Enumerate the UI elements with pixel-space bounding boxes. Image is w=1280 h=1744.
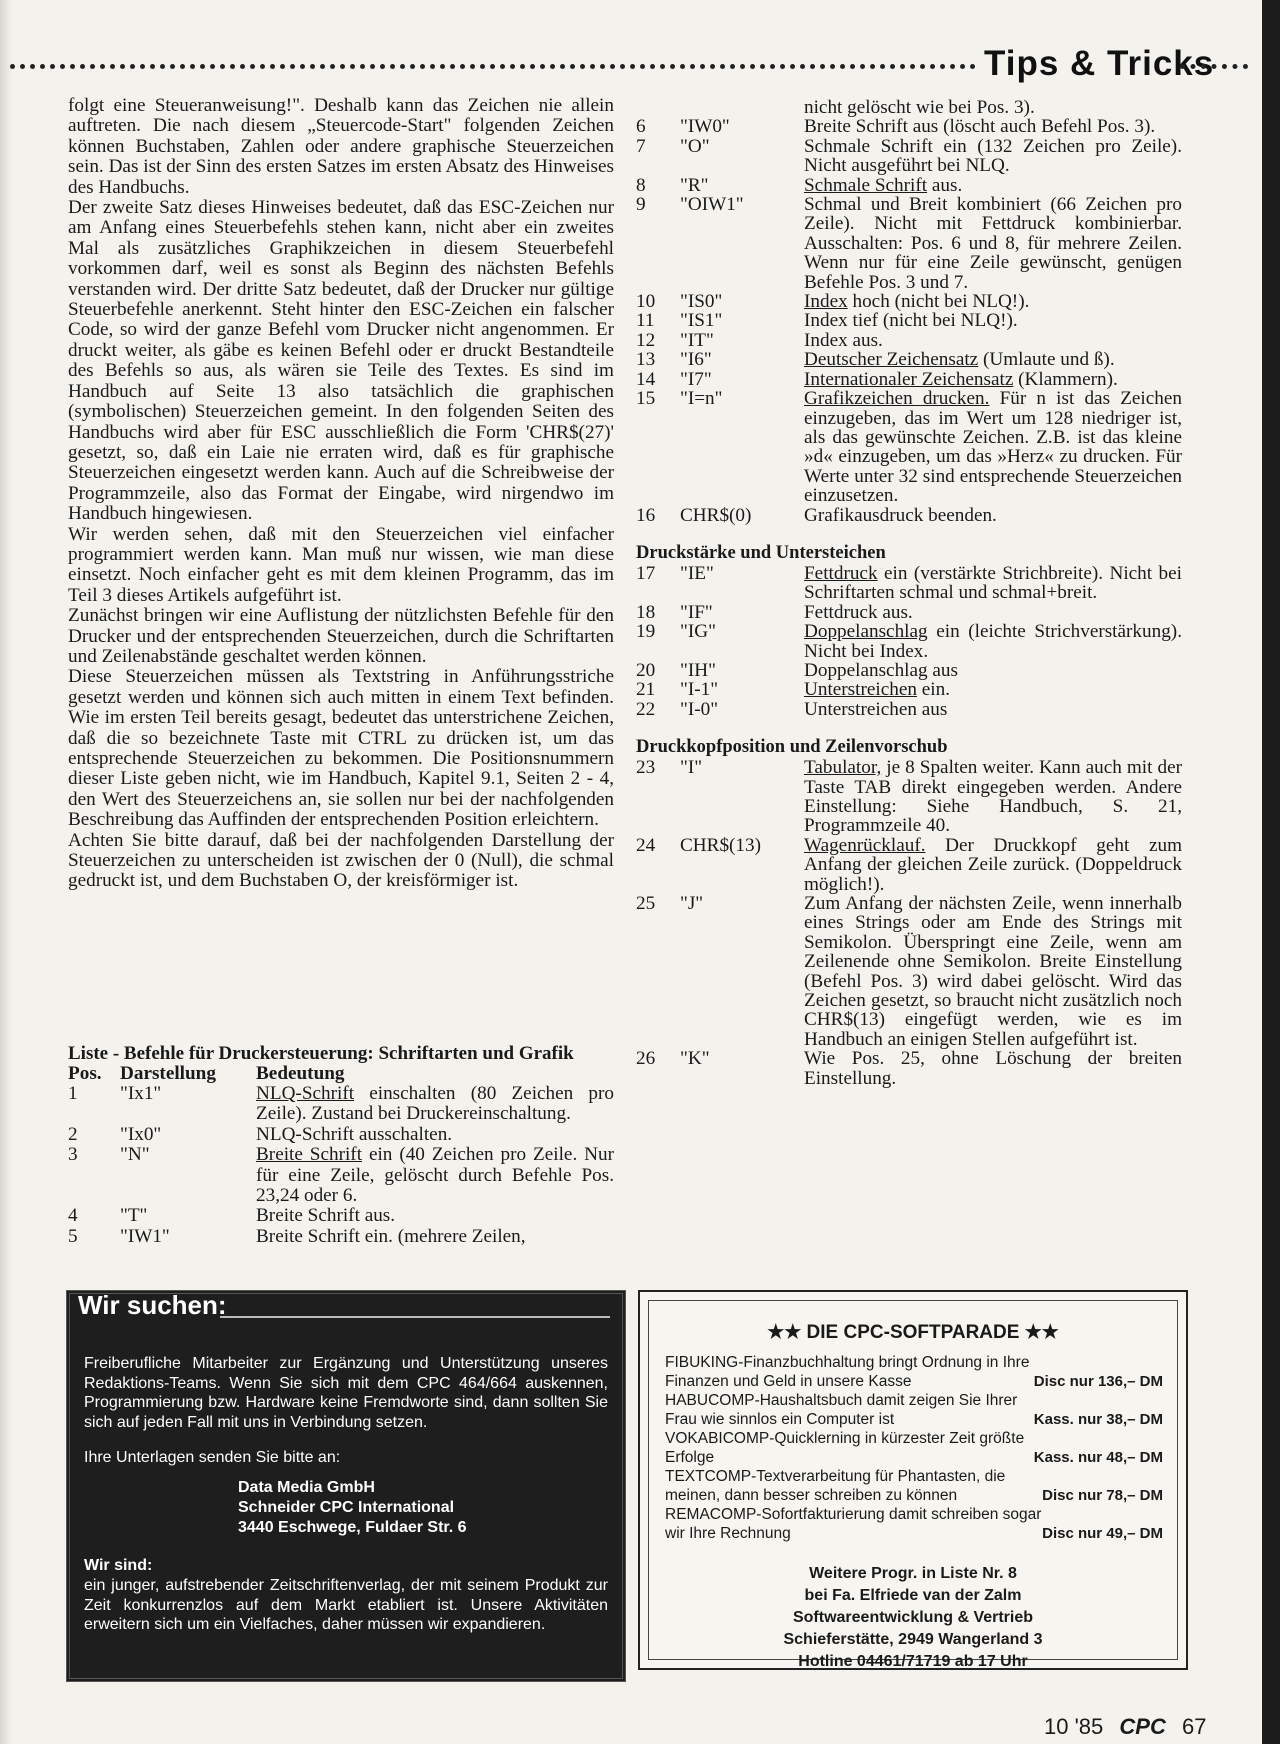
- item-position: 8: [636, 174, 646, 196]
- item-description: [804, 603, 1182, 622]
- item-description: [256, 1145, 614, 1206]
- item-code: "I-0": [680, 698, 719, 720]
- section-title: Tips & Tricks: [984, 44, 1215, 83]
- item-description-underlined: Deutscher Zeichensatz: [804, 349, 979, 371]
- list-title: Liste - Befehle für Druckersteuerung: Schriftarten und Grafik: [68, 1043, 574, 1064]
- address-line: Schneider CPC International: [238, 1499, 455, 1516]
- job-ad-subtitle: Wir sind:: [84, 1557, 153, 1574]
- item-description: [804, 311, 1182, 330]
- softparade-item: [665, 1353, 1163, 1391]
- item-code: "IG": [680, 621, 716, 643]
- item-code: "R": [680, 174, 709, 196]
- list-item: [636, 1049, 1182, 1088]
- list-item: [636, 700, 1182, 719]
- softparade-item-line: Frau wie sinnlos ein Computer ist: [665, 1411, 895, 1428]
- item-description-text: ein (leichte Strichverstärkung). Nicht bei Index.: [804, 621, 1182, 662]
- col-pos-header: Pos.: [68, 1063, 102, 1084]
- item-code: "T": [120, 1205, 148, 1227]
- item-description-text: (Klammern).: [1013, 368, 1118, 390]
- job-ad-address: [238, 1478, 467, 1538]
- footer-line: Hotline 04461/71719 ab 17 Uhr: [798, 1653, 1028, 1670]
- issue-label: 10 '85: [1044, 1714, 1104, 1739]
- item-description-text: aus.: [927, 174, 963, 196]
- right-column: [636, 98, 1182, 1088]
- paragraph: Achten Sie bitte darauf, daß bei der nachfolgenden Darstellung der Steuerzeichen zu unterscheiden ist zwischen der 0 (Null), die schmal gedruckt ist, und dem Buchstaben O, der kreisförmiger ist.: [68, 829, 614, 892]
- list-item: [636, 506, 1182, 525]
- job-ad-text: Ihre Unterlagen senden Sie bitte an:: [84, 1449, 341, 1466]
- softparade-ad-box: [638, 1290, 1188, 1670]
- list-item: [636, 603, 1182, 622]
- command-list-section3: [636, 758, 1182, 1088]
- header-dotted-rule-right: [1180, 64, 1248, 69]
- list-item: [636, 622, 1182, 661]
- softparade-footer: [649, 1563, 1177, 1673]
- list-item: [68, 1145, 614, 1206]
- list-item: [68, 1125, 614, 1145]
- list-item: [636, 661, 1182, 680]
- item-description-text: (Umlaute und ß).: [978, 349, 1115, 371]
- item-code: CHR$(13): [680, 834, 762, 856]
- softparade-title: ★★ DIE CPC-SOFTPARADE ★★: [767, 1322, 1059, 1343]
- softparade-item: [665, 1429, 1163, 1467]
- item-position: 18: [636, 601, 656, 623]
- item-description-text: NLQ-Schrift ausschalten.: [256, 1123, 453, 1145]
- command-list-right: [636, 98, 1182, 525]
- paragraph: Zunächst bringen wir eine Auflistung der nützlichsten Befehle für den Drucker und der entsprechenden Steuerzeichen, durch die Schriftarten und Zeilenabstände geschaltet werden können.: [68, 605, 614, 667]
- list-item: [636, 680, 1182, 699]
- item-code: "I=n": [680, 388, 723, 410]
- item-description: [256, 1227, 614, 1247]
- item-description: [804, 506, 1182, 525]
- item-description: [804, 195, 1182, 292]
- item-code: [680, 98, 804, 117]
- item-description-underlined: Grafikzeichen drucken.: [804, 388, 990, 410]
- item-code: "IH": [680, 659, 716, 681]
- item-position: 9: [636, 194, 646, 216]
- softparade-item: [665, 1391, 1163, 1429]
- list-header-row: [68, 1064, 628, 1084]
- item-description: [804, 661, 1182, 680]
- list-item: [68, 1206, 614, 1226]
- item-position: [636, 98, 680, 117]
- item-description-underlined: Tabulator,: [804, 757, 882, 779]
- item-code: CHR$(0): [680, 504, 752, 526]
- item-description: [804, 331, 1182, 350]
- softparade-item-line: Erfolge: [665, 1449, 715, 1466]
- item-description: [804, 176, 1182, 195]
- item-description: [804, 370, 1182, 389]
- item-code: "IW1": [120, 1225, 170, 1247]
- item-code: "I6": [680, 349, 712, 371]
- section-heading: Druckkopfposition und Zeilenvorschub: [636, 737, 948, 758]
- item-description: [804, 894, 1182, 1049]
- list-item: [636, 389, 1182, 505]
- item-description-text: Für n ist das Zeichen einzugeben, das im Wert um 128 niedriger ist, als das gewünschte Zeichen. Z.B. ist das kleine »d« einzugeben, um das »Herz« zu drucken. Für Werte unter 32 sind entsprechende Steuerzeichen einzusetzen.: [804, 388, 1182, 507]
- item-description-text: nicht gelöscht wie bei Pos. 3).: [804, 97, 1035, 118]
- softparade-price: Disc nur 136,– DM: [1033, 1373, 1163, 1390]
- softparade-price: Disc nur 78,– DM: [1042, 1487, 1163, 1504]
- item-description: [804, 117, 1182, 136]
- item-position: 5: [68, 1225, 78, 1247]
- item-code: "I": [680, 757, 703, 779]
- address-line: Data Media GmbH: [238, 1479, 375, 1496]
- item-description-underlined: Schmale Schrift: [804, 174, 928, 196]
- item-code: "IS0": [680, 291, 723, 313]
- job-ad-title: Wir suchen:: [78, 1290, 227, 1320]
- item-code: "IW0": [680, 116, 730, 138]
- softparade-item-line: TEXTCOMP-Textverarbeitung für Phantasten, die: [665, 1468, 1006, 1485]
- item-description-underlined: Unterstreichen: [804, 679, 917, 701]
- item-position: 26: [636, 1048, 656, 1070]
- item-position: 12: [636, 329, 656, 351]
- softparade-item-line: REMACOMP-Sofortfakturierung damit schreiben sogar: [665, 1506, 1042, 1523]
- list-item: [636, 894, 1182, 1049]
- page-edge: [1262, 0, 1280, 1744]
- list-item: [636, 350, 1182, 369]
- item-description: [804, 292, 1182, 311]
- magazine-logo: CPC: [1119, 1714, 1166, 1739]
- item-position: 22: [636, 698, 656, 720]
- item-description-text: Breite Schrift aus (löscht auch Befehl Pos. 3).: [804, 116, 1156, 138]
- footer-line: Softwareentwicklung & Vertrieb: [792, 1609, 1034, 1626]
- item-description-text: ein (verstärkte Strichbreite). Nicht bei Schriftarten schmal und schmal+breit.: [804, 562, 1182, 604]
- softparade-item-line: wir Ihre Rechnung: [665, 1525, 791, 1542]
- paragraph: Der zweite Satz dieses Hinweises bedeutet, daß das ESC-Zeichen nur am Anfang eines Steuerbefehls stehen kann, nicht aber ein zweites Mal als zusätzliches Graphikzeichen in diesem Steuerbefehl vorkommen darf, weil es sonst als Beginn des nächsten Befehls verstanden wird. Der dritte Satz bedeutet, daß der Drucker nur gültige Steuerbefehle anerkennt. Steht hinter den ESC-Zeichen ein falscher Code, so wird der ganze Befehl vom Drucker nicht angenommen. Er druckt weiter, als gäbe es keinen Befehl oder er druckt Bestandteile des Befehls so aus, als wären sie Teile des Textes. Es sind im Handbuch auf Seite 13 also tatsächlich die graphischen (symbolischen) Steuerzeichen gemeint. In den folgenden Seiten des Handbuchs wird aber für ESC ausschließlich die Form 'CHR$(27)' gesetzt, so, daß ein Laie nie erraten wird, daß es für graphische Steuerzeichen eingesetzt werden kann. Auch auf die Schreibweise der Programmzeile, also das Format der Eingabe, wird nirgendwo im Handbuch hingewiesen.: [68, 197, 614, 525]
- item-position: 7: [636, 135, 646, 157]
- item-description: [804, 758, 1182, 836]
- page-number: 67: [1181, 1714, 1207, 1739]
- address-line: 3440 Eschwege, Fuldaer Str. 6: [238, 1519, 467, 1536]
- item-position: 2: [68, 1123, 78, 1145]
- item-code: "I7": [680, 368, 712, 390]
- item-description: [256, 1206, 614, 1226]
- item-position: 14: [636, 368, 656, 390]
- item-position: 10: [636, 291, 656, 313]
- item-code: "J": [680, 893, 704, 915]
- item-description: [804, 350, 1182, 369]
- command-list-section2: [636, 564, 1182, 719]
- item-description-text: Grafikausdruck beenden.: [804, 504, 997, 526]
- item-position: 13: [636, 349, 656, 371]
- item-position: 25: [636, 893, 656, 915]
- item-description: [804, 389, 1182, 505]
- header-dotted-rule: [10, 64, 976, 69]
- divider: [220, 1316, 610, 1318]
- item-position: 16: [636, 504, 656, 526]
- list-item: [636, 311, 1182, 330]
- item-description-underlined: Wagenrücklauf.: [804, 834, 926, 856]
- item-description: [804, 137, 1182, 176]
- paragraph: Wir werden sehen, daß mit den Steuerzeichen viel einfacher programmiert werden kann. Man muß nur wissen, wie man diese einsetzt. Noch einfacher geht es mit dem kleinen Programm, das im Teil 3 dieses Artikels aufgeführt ist.: [68, 523, 614, 606]
- item-code: "IF": [680, 601, 713, 623]
- command-list-left: [68, 1084, 614, 1247]
- list-item: [636, 292, 1182, 311]
- section-heading: Druckstärke und Untersteichen: [636, 542, 886, 563]
- page-footer: [1044, 1714, 1206, 1740]
- footer-line: Schieferstätte, 2949 Wangerland 3: [783, 1631, 1043, 1648]
- list-item: [68, 1084, 614, 1125]
- softparade-item-line: VOKABICOMP-Quicklerning in kürzester Zeit größte: [665, 1430, 1025, 1447]
- item-description-text: ein.: [916, 679, 950, 701]
- item-description-underlined: Internationaler Zeichensatz: [804, 368, 1014, 390]
- item-position: 4: [68, 1205, 78, 1227]
- item-description-text: Fettdruck aus.: [804, 601, 913, 623]
- item-description-text: Zum Anfang der nächsten Zeile, wenn innerhalb eines Strings oder am Ende des Strings mit Semikolon. Überspringt eine Zeile, wenn am Zeilenende ohne Semikolon. Breite Einstellung (Befehl Pos. 3) wird dabei gelöscht. Wird das Zeichen gesetzt, so braucht nicht zusätzlich noch CHR$(13) eingefügt werden, wie es im Handbuch an einigen Stellen aufgeführt ist.: [804, 893, 1182, 1050]
- item-description-underlined: Doppelanschlag: [804, 621, 928, 643]
- item-description: [804, 700, 1182, 719]
- item-position: 3: [68, 1144, 78, 1166]
- softparade-inner-frame: [648, 1300, 1178, 1670]
- item-description-text: Der Druckkopf geht zum Anfang der gleichen Zeile zurück. (Doppeldruck möglich!).: [804, 834, 1182, 895]
- item-position: 20: [636, 659, 656, 681]
- item-position: 6: [636, 116, 646, 138]
- item-description: [804, 98, 1182, 117]
- paragraph: folgt eine Steueranweisung!". Deshalb kann das Zeichen nie allein auftreten. Die nach diesem „Steuercode-Start" folgenden Zeichen können Buchstaben, Zahlen oder andere graphische Steuerzeichen sein. Das ist der Sinn des ersten Satzes im ersten Absatz des Hinweises des Handbuchs.: [68, 95, 614, 198]
- item-description: [256, 1084, 614, 1125]
- list-item: [636, 564, 1182, 603]
- item-description-text: ein (40 Zeichen pro Zeile. Nur für eine Zeile, gelöscht durch Befehle Pos. 23,24 oder 6.: [256, 1144, 614, 1207]
- item-description-underlined: NLQ-Schrift: [256, 1083, 355, 1104]
- item-code: "K": [680, 1048, 710, 1070]
- item-description: [804, 680, 1182, 699]
- softparade-item-line: meinen, dann besser schreiben zu können: [665, 1487, 958, 1504]
- footer-line: Weitere Progr. in Liste Nr. 8: [809, 1565, 1017, 1582]
- item-description-text: hoch (nicht bei NLQ!).: [847, 291, 1030, 313]
- item-description-text: Index tief (nicht bei NLQ!).: [804, 310, 1018, 332]
- item-description-underlined: Fettdruck: [804, 562, 878, 584]
- item-description: [804, 836, 1182, 894]
- col-code-header: Darstellung: [120, 1063, 216, 1084]
- item-description-underlined: Index: [804, 291, 848, 313]
- item-description: [804, 564, 1182, 603]
- item-position: 21: [636, 679, 656, 701]
- list-item: [636, 758, 1182, 836]
- job-ad-box: [66, 1290, 626, 1682]
- item-description-text: Schmale Schrift ein (132 Zeichen pro Zeile). Nicht ausgeführt bei NLQ.: [804, 135, 1182, 177]
- item-description-text: Schmal und Breit kombiniert (66 Zeichen pro Zeile). Nicht mit Fettdruck kombinierbar. Ausschalten: Pos. 6 und 8, für mehrere Zeilen. Wenn nur für eine Zeile gewünscht, genügen Befehle Pos. 3 und 7.: [804, 194, 1182, 293]
- item-code: "O": [680, 135, 710, 157]
- item-code: "IS1": [680, 310, 723, 332]
- item-code: "IT": [680, 329, 714, 351]
- list-item: [636, 176, 1182, 195]
- list-item: [636, 370, 1182, 389]
- job-ad-text: ein junger, aufstrebender Zeitschriftenverlag, der mit seinem Produkt zur Zeit konkurrenzlos auf dem Markt etabliert ist. Unsere Aktivitäten erweitern sich um ein Vielfaches, daher müssen wir expandieren.: [84, 1577, 608, 1633]
- item-description: [804, 622, 1182, 661]
- item-description-text: Index aus.: [804, 329, 883, 351]
- item-code: "Ix1": [120, 1083, 162, 1104]
- item-position: 17: [636, 562, 656, 584]
- softparade-price: Kass. nur 48,– DM: [1033, 1449, 1163, 1466]
- item-description-text: Wie Pos. 25, ohne Löschung der breiten Einstellung.: [804, 1048, 1182, 1089]
- item-description-text: Doppelanschlag aus: [804, 659, 958, 681]
- item-position: 1: [68, 1083, 78, 1104]
- list-item: [636, 195, 1182, 292]
- item-code: "OIW1": [680, 194, 744, 216]
- item-description-text: Unterstreichen aus: [804, 698, 948, 720]
- paragraph: Diese Steuerzeichen müssen als Textstring in Anführungsstriche gesetzt werden und können sich auch mitten in einem Text befinden. Wie im ersten Teil bereits gesagt, bedeutet das unterstrichene Zeichen, daß die so bezeichnete Taste mit CTRL zu drücken ist, um das entsprechende Steuerzeichen zu bekommen. Die Positionsnummern dieser Liste geben nicht, wie im Handbuch, Kapitel 9.1, Seiten 2 - 4, den Wert des Steuerzeichens an, sie sollen nur bei der nachfolgenden Beschreibung das Auffinden der entsprechenden Position erleichtern.: [68, 666, 614, 831]
- job-ad-text: Freiberufliche Mitarbeiter zur Ergänzung und Unterstützung unseres Redaktions-Teams. Wenn Sie sich mit dem CPC 464/664 auskennen, Programmierung bzw. Hardware keine Fremdworte sind, dann sollten Sie sich auf jeden Fall mit uns in Verbindung setzen.: [84, 1355, 608, 1431]
- softparade-price: Kass. nur 38,– DM: [1033, 1411, 1163, 1428]
- col-desc-header: Bedeutung: [256, 1063, 345, 1084]
- item-position: 23: [636, 757, 656, 779]
- item-description-text: Breite Schrift ein. (mehrere Zeilen,: [256, 1225, 526, 1247]
- list-item: [636, 117, 1182, 136]
- list-item: [636, 331, 1182, 350]
- softparade-item-line: HABUCOMP-Haushaltsbuch damit zeigen Sie Ihrer: [665, 1392, 1018, 1409]
- item-description-text: einschalten (80 Zeichen pro Zeile). Zustand bei Druckereinschaltung.: [256, 1083, 614, 1125]
- item-position: 24: [636, 834, 656, 856]
- item-code: "I-1": [680, 679, 719, 701]
- item-description: [256, 1125, 614, 1145]
- softparade-price: Disc nur 49,– DM: [1042, 1525, 1163, 1542]
- softparade-item: [665, 1467, 1163, 1505]
- item-description-text: je 8 Spalten weiter. Kann auch mit der Taste TAB direkt eingegeben werden. Andere Einstellung: Siehe Handbuch, S. 21, Programmzeile 40.: [804, 757, 1182, 837]
- item-code: "N": [120, 1144, 150, 1166]
- item-position: 19: [636, 621, 656, 643]
- item-position: 15: [636, 388, 656, 410]
- list-item: [636, 98, 1182, 117]
- softparade-item-line: FIBUKING-Finanzbuchhaltung bringt Ordnung in Ihre: [665, 1354, 1030, 1371]
- item-code: "IE": [680, 562, 714, 584]
- list-item: [636, 137, 1182, 176]
- item-description-underlined: Breite Schrift: [256, 1144, 363, 1166]
- footer-line: bei Fa. Elfriede van der Zalm: [804, 1587, 1022, 1604]
- item-description-text: Breite Schrift aus.: [256, 1205, 396, 1227]
- item-description: [804, 1049, 1182, 1088]
- page-binding-shadow: [0, 0, 12, 1744]
- item-position: 11: [636, 310, 655, 332]
- softparade-item-line: Finanzen und Geld in unsere Kasse: [665, 1373, 912, 1390]
- list-item: [636, 836, 1182, 894]
- softparade-item: [665, 1505, 1163, 1543]
- left-column-text: [68, 96, 614, 892]
- item-code: "Ix0": [120, 1123, 162, 1145]
- list-item: [68, 1227, 614, 1247]
